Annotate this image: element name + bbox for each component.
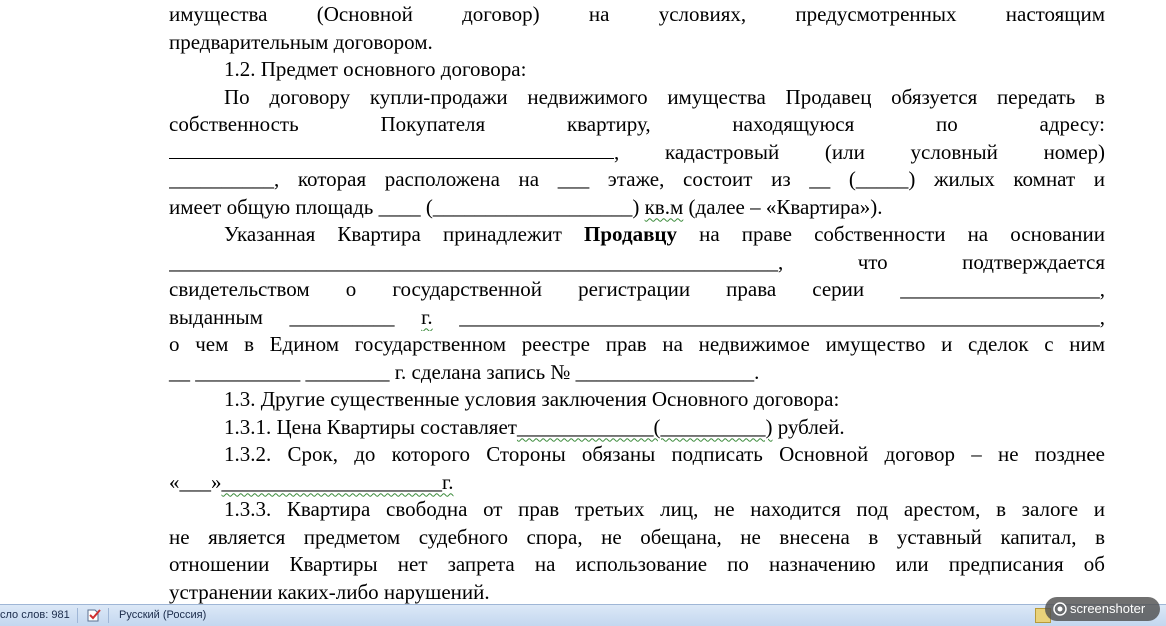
doc-line: 1.3.3. Квартира свободна от прав третьих лиц, не находится под арестом, в залоге и <box>224 497 1105 521</box>
doc-text: Указанная Квартира принадлежит <box>224 222 585 246</box>
doc-text: что подтверждается <box>857 249 1105 274</box>
doc-line: По договору купли-продажи недвижимого имущества Продавец обязуется передать в <box>224 84 1105 109</box>
spellcheck-icon[interactable] <box>86 608 102 623</box>
doc-line: 1.3. Другие существенные условия заключения Основного договора: <box>224 387 840 411</box>
doc-line <box>169 304 1105 332</box>
doc-line <box>169 139 1105 167</box>
doc-text: на праве собственности на основании <box>677 222 1105 246</box>
language-indicator[interactable]: Русский (Россия) <box>119 609 207 621</box>
doc-text: «___» <box>169 469 222 494</box>
address-blank <box>169 140 614 159</box>
doc-line: __ __________ ________ г. сделана запись № _________________. <box>169 359 760 384</box>
doc-text: выданным <box>169 304 263 329</box>
status-bar <box>0 604 1166 626</box>
doc-text: (далее – «Квартира»). <box>683 194 883 219</box>
doc-text: свидетельством о государственной регистрации права серии <box>169 277 865 301</box>
doc-line: о чем в Едином государственном реестре прав на недвижимое имущество и сделок с ним <box>169 332 1105 356</box>
doc-line <box>224 221 1105 249</box>
doc-text: ___________________, <box>900 277 1105 301</box>
doc-text: , <box>614 139 620 164</box>
doc-line: предварительным договором. <box>169 29 433 54</box>
screenshoter-watermark <box>1045 597 1160 621</box>
spelling-flag: г. <box>421 304 433 329</box>
status-divider <box>108 608 109 623</box>
doc-text: _____________________________________________________________, <box>459 304 1105 329</box>
doc-line <box>169 469 1105 497</box>
doc-text: __________ <box>289 304 395 329</box>
doc-line: устранении каких-либо нарушений. <box>169 579 490 604</box>
word-count[interactable]: сло слов: 981 <box>0 609 70 621</box>
doc-line <box>169 194 1105 222</box>
doc-text: __________________________________________________________, <box>169 249 784 274</box>
doc-line: отношении Квартиры нет запрета на использование по назначению или предписания об <box>169 552 1105 576</box>
doc-line <box>169 276 1105 304</box>
doc-line <box>169 166 1105 194</box>
spelling-flag: _____________________г. <box>221 469 454 494</box>
doc-line <box>224 414 1105 442</box>
spelling-flag: _____________(__________) <box>516 414 773 439</box>
doc-line: 1.3.2. Срок, до которого Стороны обязаны подписать Основной договор – не позднее <box>224 442 1105 466</box>
camera-icon <box>1053 602 1067 616</box>
doc-line <box>169 249 1105 277</box>
doc-line: 1.2. Предмет основного договора: <box>224 57 527 81</box>
spelling-flag: кв.м <box>644 194 684 219</box>
doc-text: рублей. <box>772 414 845 439</box>
doc-line: не является предметом судебного спора, не обещана, не внесена в уставный капитал, в <box>169 524 1105 549</box>
doc-line: собственность Покупателя квартиру, находящуюся по адресу: <box>169 112 1105 136</box>
doc-line: имущества (Основной договор) на условиях, предусмотренных настоящим <box>169 2 1105 26</box>
doc-text: имеет общую площадь ____ (___________________) <box>169 194 645 219</box>
watermark-text: screenshoter <box>1070 601 1146 616</box>
doc-text: кадастровый (или условный номер) <box>664 139 1105 164</box>
doc-text: , которая расположена на ___ этаже, состоит из __ (_____) жилых комнат и <box>274 167 1105 191</box>
doc-bold-text: Продавцу <box>584 222 678 246</box>
doc-text: 1.3.1. Цена Квартиры составляет <box>224 414 517 439</box>
doc-text: __________ <box>169 167 274 191</box>
status-divider <box>77 608 78 623</box>
